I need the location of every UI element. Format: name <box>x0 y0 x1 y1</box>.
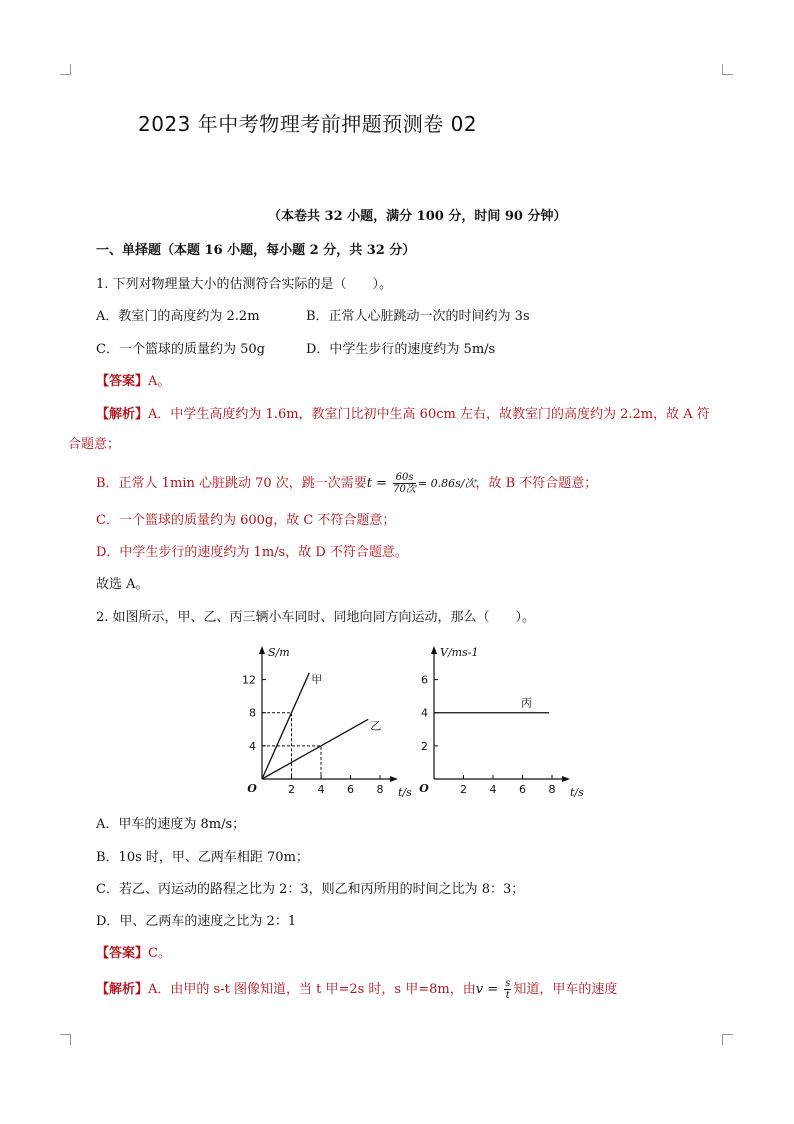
formula-fraction <box>393 472 416 495</box>
x-tick-label: 4 <box>489 783 497 796</box>
q1-conclusion: 故选 A。 <box>96 577 149 592</box>
series-line <box>262 673 309 779</box>
y-axis-arrow <box>259 646 265 654</box>
fraction-numerator: s <box>505 978 511 989</box>
y-axis-label: S/m <box>268 646 290 659</box>
fraction-numerator: 60s <box>393 472 416 484</box>
x-tick-label: 4 <box>317 783 325 796</box>
x-axis-label: t/s <box>398 786 412 799</box>
answer-tag: 【答案】 <box>96 374 149 389</box>
y-tick-label: 8 <box>249 706 256 720</box>
q2-option-b: B．10s 时，甲、乙两车相距 70m； <box>96 850 309 865</box>
analysis-tag: 【解析】 <box>96 982 149 997</box>
formula-v: v <box>475 982 484 997</box>
answer-tag: 【答案】 <box>96 946 149 961</box>
crop-mark-top-left <box>60 64 71 75</box>
x-tick-label: 2 <box>288 783 295 796</box>
series-label: 乙 <box>370 719 382 733</box>
series-line <box>262 719 368 779</box>
x-tick-label: 8 <box>548 783 556 796</box>
q1-stem: 1. 下列对物理量大小的估测符合实际的是（ ）。 <box>96 277 393 292</box>
fraction-denominator: t <box>505 990 510 1001</box>
y-tick-label: 4 <box>249 739 256 753</box>
q1-analysis-c: C．一个篮球的质量约为 600g，故 C 不符合题意； <box>96 513 396 528</box>
q1-option-c: C．一个篮球的质量约为 50g <box>96 342 265 357</box>
series-label: 甲 <box>311 672 323 686</box>
y-tick-label: 12 <box>242 673 256 687</box>
x-tick-label: 6 <box>347 783 354 796</box>
q1-option-d: D．中学生步行的速度约为 5m/s <box>306 342 496 357</box>
q2-stem: 2. 如图所示，甲、乙、丙三辆小车同时、同地向同方向运动，那么（ ）。 <box>96 610 536 625</box>
analysis-a-post: 知道，甲车的速度 <box>513 982 618 997</box>
q1-option-b: B．正常人心脏跳动一次的时间约为 3s <box>306 309 530 324</box>
origin-label: O <box>419 782 429 795</box>
q2-analysis-a: 【解析】A．由甲的 s-t 图像知道，当 t 甲=2s 时，s 甲=8m，由v = $\frac{s}{t}$ 知道，甲车的速度 <box>96 978 618 1001</box>
y-axis-label: V/ms-1 <box>440 646 479 659</box>
q1-analysis-a <box>96 406 710 424</box>
q2-answer <box>96 945 171 963</box>
exam-info: （本卷共 32 小题，满分 100 分，时间 90 分钟） <box>268 209 567 224</box>
vt-graph <box>410 636 584 802</box>
x-axis-arrow <box>562 776 570 782</box>
q2-option-c: C．若乙、丙运动的路程之比为 2：3，则乙和丙所用的时间之比为 8：3； <box>96 882 525 897</box>
x-tick-label: 6 <box>519 783 526 796</box>
crop-mark-top-right <box>722 64 733 75</box>
analysis-tag: 【解析】 <box>96 407 149 422</box>
x-axis-arrow <box>390 776 398 782</box>
y-tick-label: 4 <box>421 706 428 720</box>
q1-answer <box>96 373 170 391</box>
y-tick-label: 2 <box>421 739 428 753</box>
formula-t: t <box>366 476 372 491</box>
analysis-b-pre: B．正常人 1min 心脏跳动 70 次，跳一次需要 <box>96 476 367 491</box>
analysis-b-post: ，故 B 不符合题意； <box>475 476 598 491</box>
fraction-denominator: 70次 <box>393 484 416 495</box>
crop-mark-bottom-right <box>722 1034 733 1045</box>
st-graph <box>240 636 412 802</box>
q2-option-d: D．甲、乙两车的速度之比为 2：1 <box>96 914 297 929</box>
page-title: 2023 年中考物理考前押题预测卷 02 <box>138 112 478 136</box>
q1-analysis-b: B．正常人 1min 心脏跳动 70 次，跳一次需要t = $\frac{60s}{\text{70次}}$ = 0.86s/次，故 B 不符合题意； <box>96 472 598 495</box>
x-tick-label: 8 <box>376 783 384 796</box>
analysis-a-text: A．中学生高度约为 1.6m，教室门比初中生高 60cm 左右，故教室门的高度约为 2.2m，故 A 符 <box>148 407 710 422</box>
q1-analysis-d: D．中学生步行的速度约为 1m/s，故 D 不符合题意。 <box>96 545 408 560</box>
answer-value: C。 <box>148 946 171 961</box>
origin-label: O <box>247 782 257 795</box>
formula-fraction <box>504 978 511 1001</box>
answer-value: A。 <box>148 374 171 389</box>
q1-analysis-a-cont: 合题意； <box>68 437 121 452</box>
q1-option-a: A．教室门的高度约为 2.2m <box>96 309 260 324</box>
y-tick-label: 6 <box>421 673 428 687</box>
analysis-a-pre: A．由甲的 s-t 图像知道，当 t 甲=2s 时，s 甲=8m，由 <box>148 982 476 997</box>
y-axis-arrow <box>431 646 437 654</box>
series-label: 丙 <box>521 696 533 710</box>
section-heading: 一、单择题（本题 16 小题，每小题 2 分，共 32 分） <box>96 243 416 258</box>
q2-option-a: A．甲车的速度为 8m/s； <box>96 817 246 832</box>
crop-mark-bottom-left <box>60 1034 71 1045</box>
formula-result: = 0.86s/次 <box>417 477 476 490</box>
x-tick-label: 2 <box>460 783 467 796</box>
x-axis-label: t/s <box>570 786 584 799</box>
